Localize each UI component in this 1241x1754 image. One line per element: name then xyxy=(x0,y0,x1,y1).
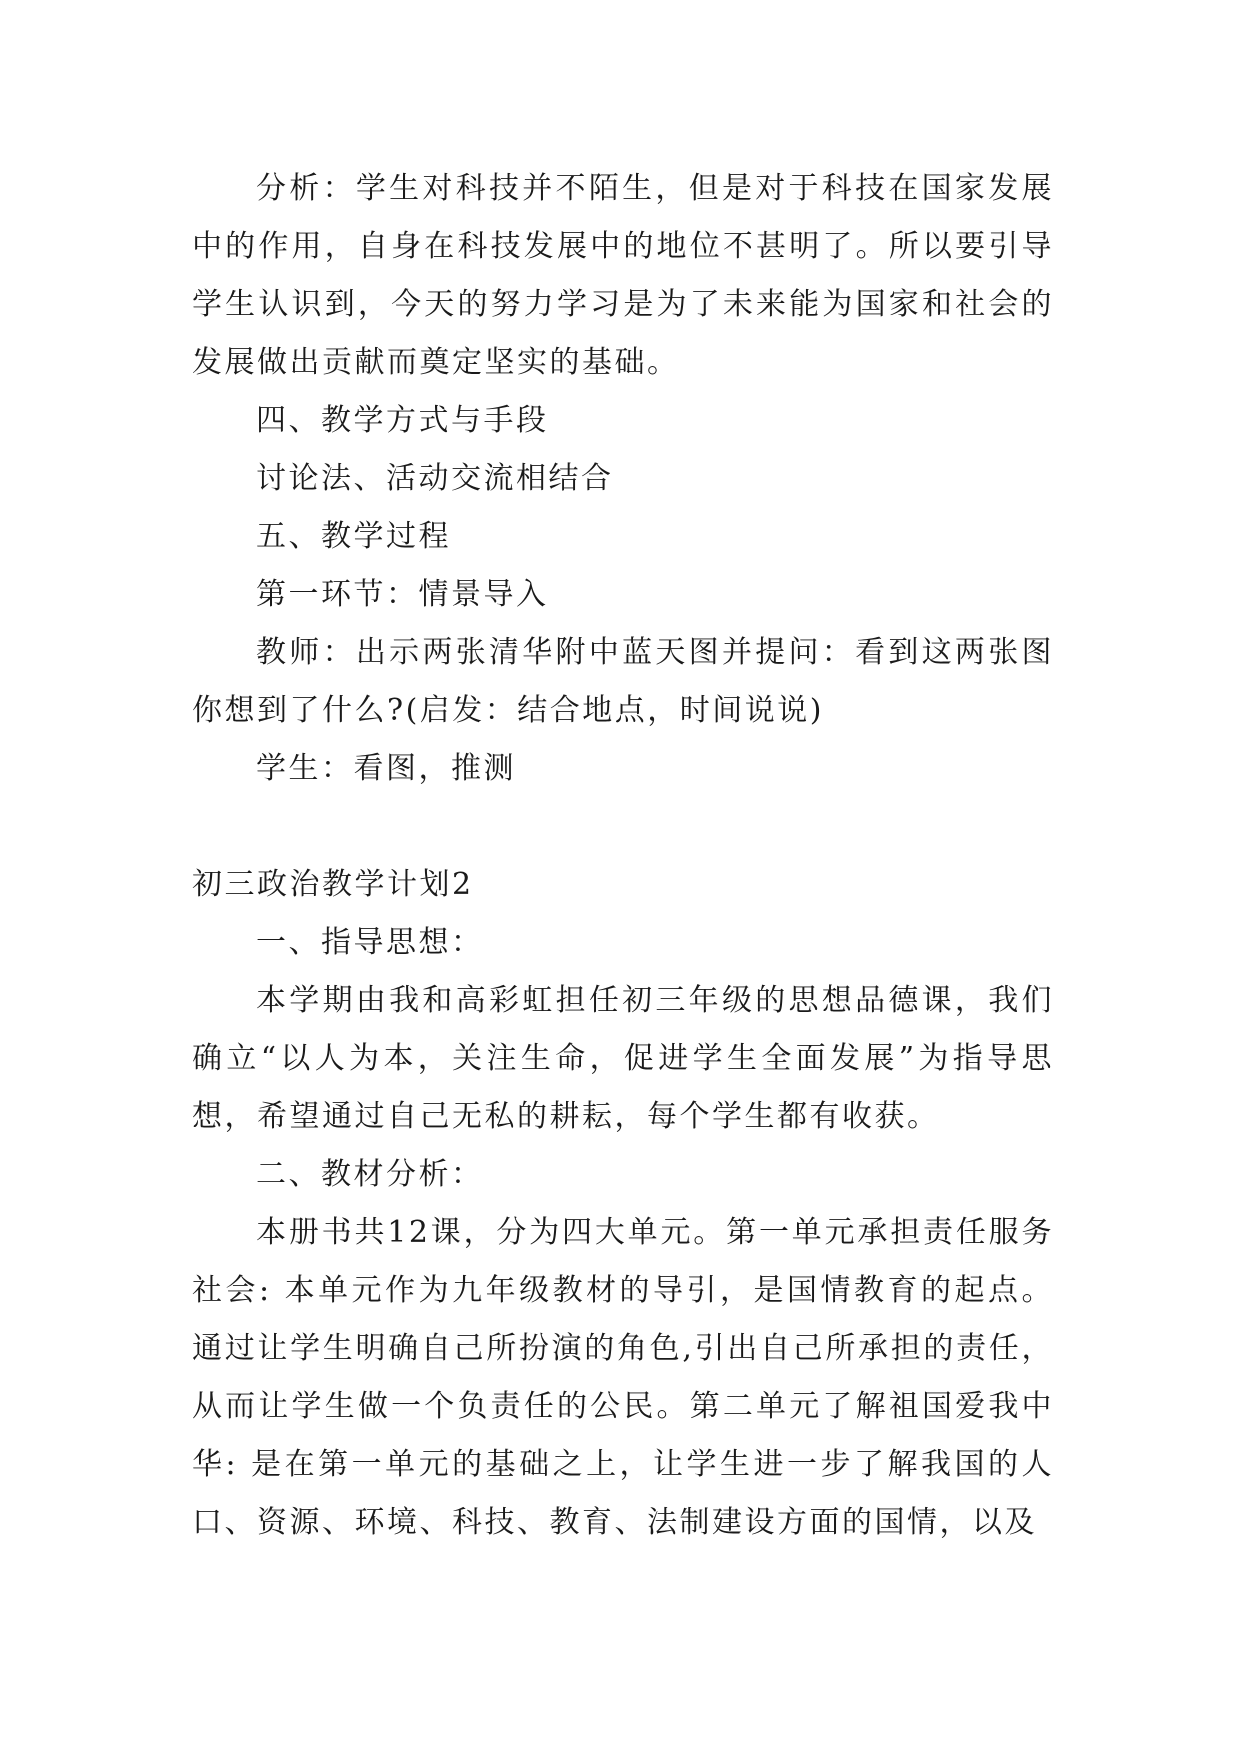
analysis-paragraph: 分析：学生对科技并不陌生，但是对于科技在国家发展中的作用，自身在科技发展中的地位不甚明了。所以要引导学生认识到，今天的努力学习是为了未来能为国家和社会的发展做出贡献而奠定坚实的基础。 xyxy=(192,171,1054,380)
heading-teaching-process: 五、教学过程 xyxy=(256,519,451,554)
teacher-paragraph: 教师：出示两张清华附中蓝天图并提问：看到这两张图你想到了什么?(启发：结合地点，时间说说) xyxy=(192,635,1054,728)
step-one-paragraph: 第一环节：情景导入 xyxy=(256,577,549,612)
section-title: 初三政治教学计划2 xyxy=(192,867,474,902)
heading-textbook-analysis: 二、教材分析： xyxy=(256,1157,484,1192)
student-paragraph: 学生：看图，推测 xyxy=(256,751,516,786)
heading-teaching-methods: 四、教学方式与手段 xyxy=(256,403,549,438)
heading-guiding-ideology: 一、指导思想： xyxy=(256,925,484,960)
section-spacer xyxy=(192,798,1054,856)
guiding-paragraph: 本学期由我和高彩虹担任初三年级的思想品德课，我们确立“以人为本，关注生命，促进学生全面发展”为指导思想，希望通过自己无私的耕耘，每个学生都有收获。 xyxy=(192,983,1054,1134)
methods-paragraph: 讨论法、活动交流相结合 xyxy=(256,461,614,496)
document-page xyxy=(192,160,1054,1552)
textbook-paragraph: 本册书共12课，分为四大单元。第一单元承担责任服务社会: 本单元作为九年级教材的导引，是国情教育的起点。通过让学生明确自己所扮演的角色,引出自己所承担的责任，从而让学生做一个负责任的公民。第二单元了解祖国爱我中华: 是在第一单元的基础之上，让学生进一步了解我国的人口、资源、环境、科技、教育、法制建设方面的国情，以及 xyxy=(192,1215,1054,1540)
